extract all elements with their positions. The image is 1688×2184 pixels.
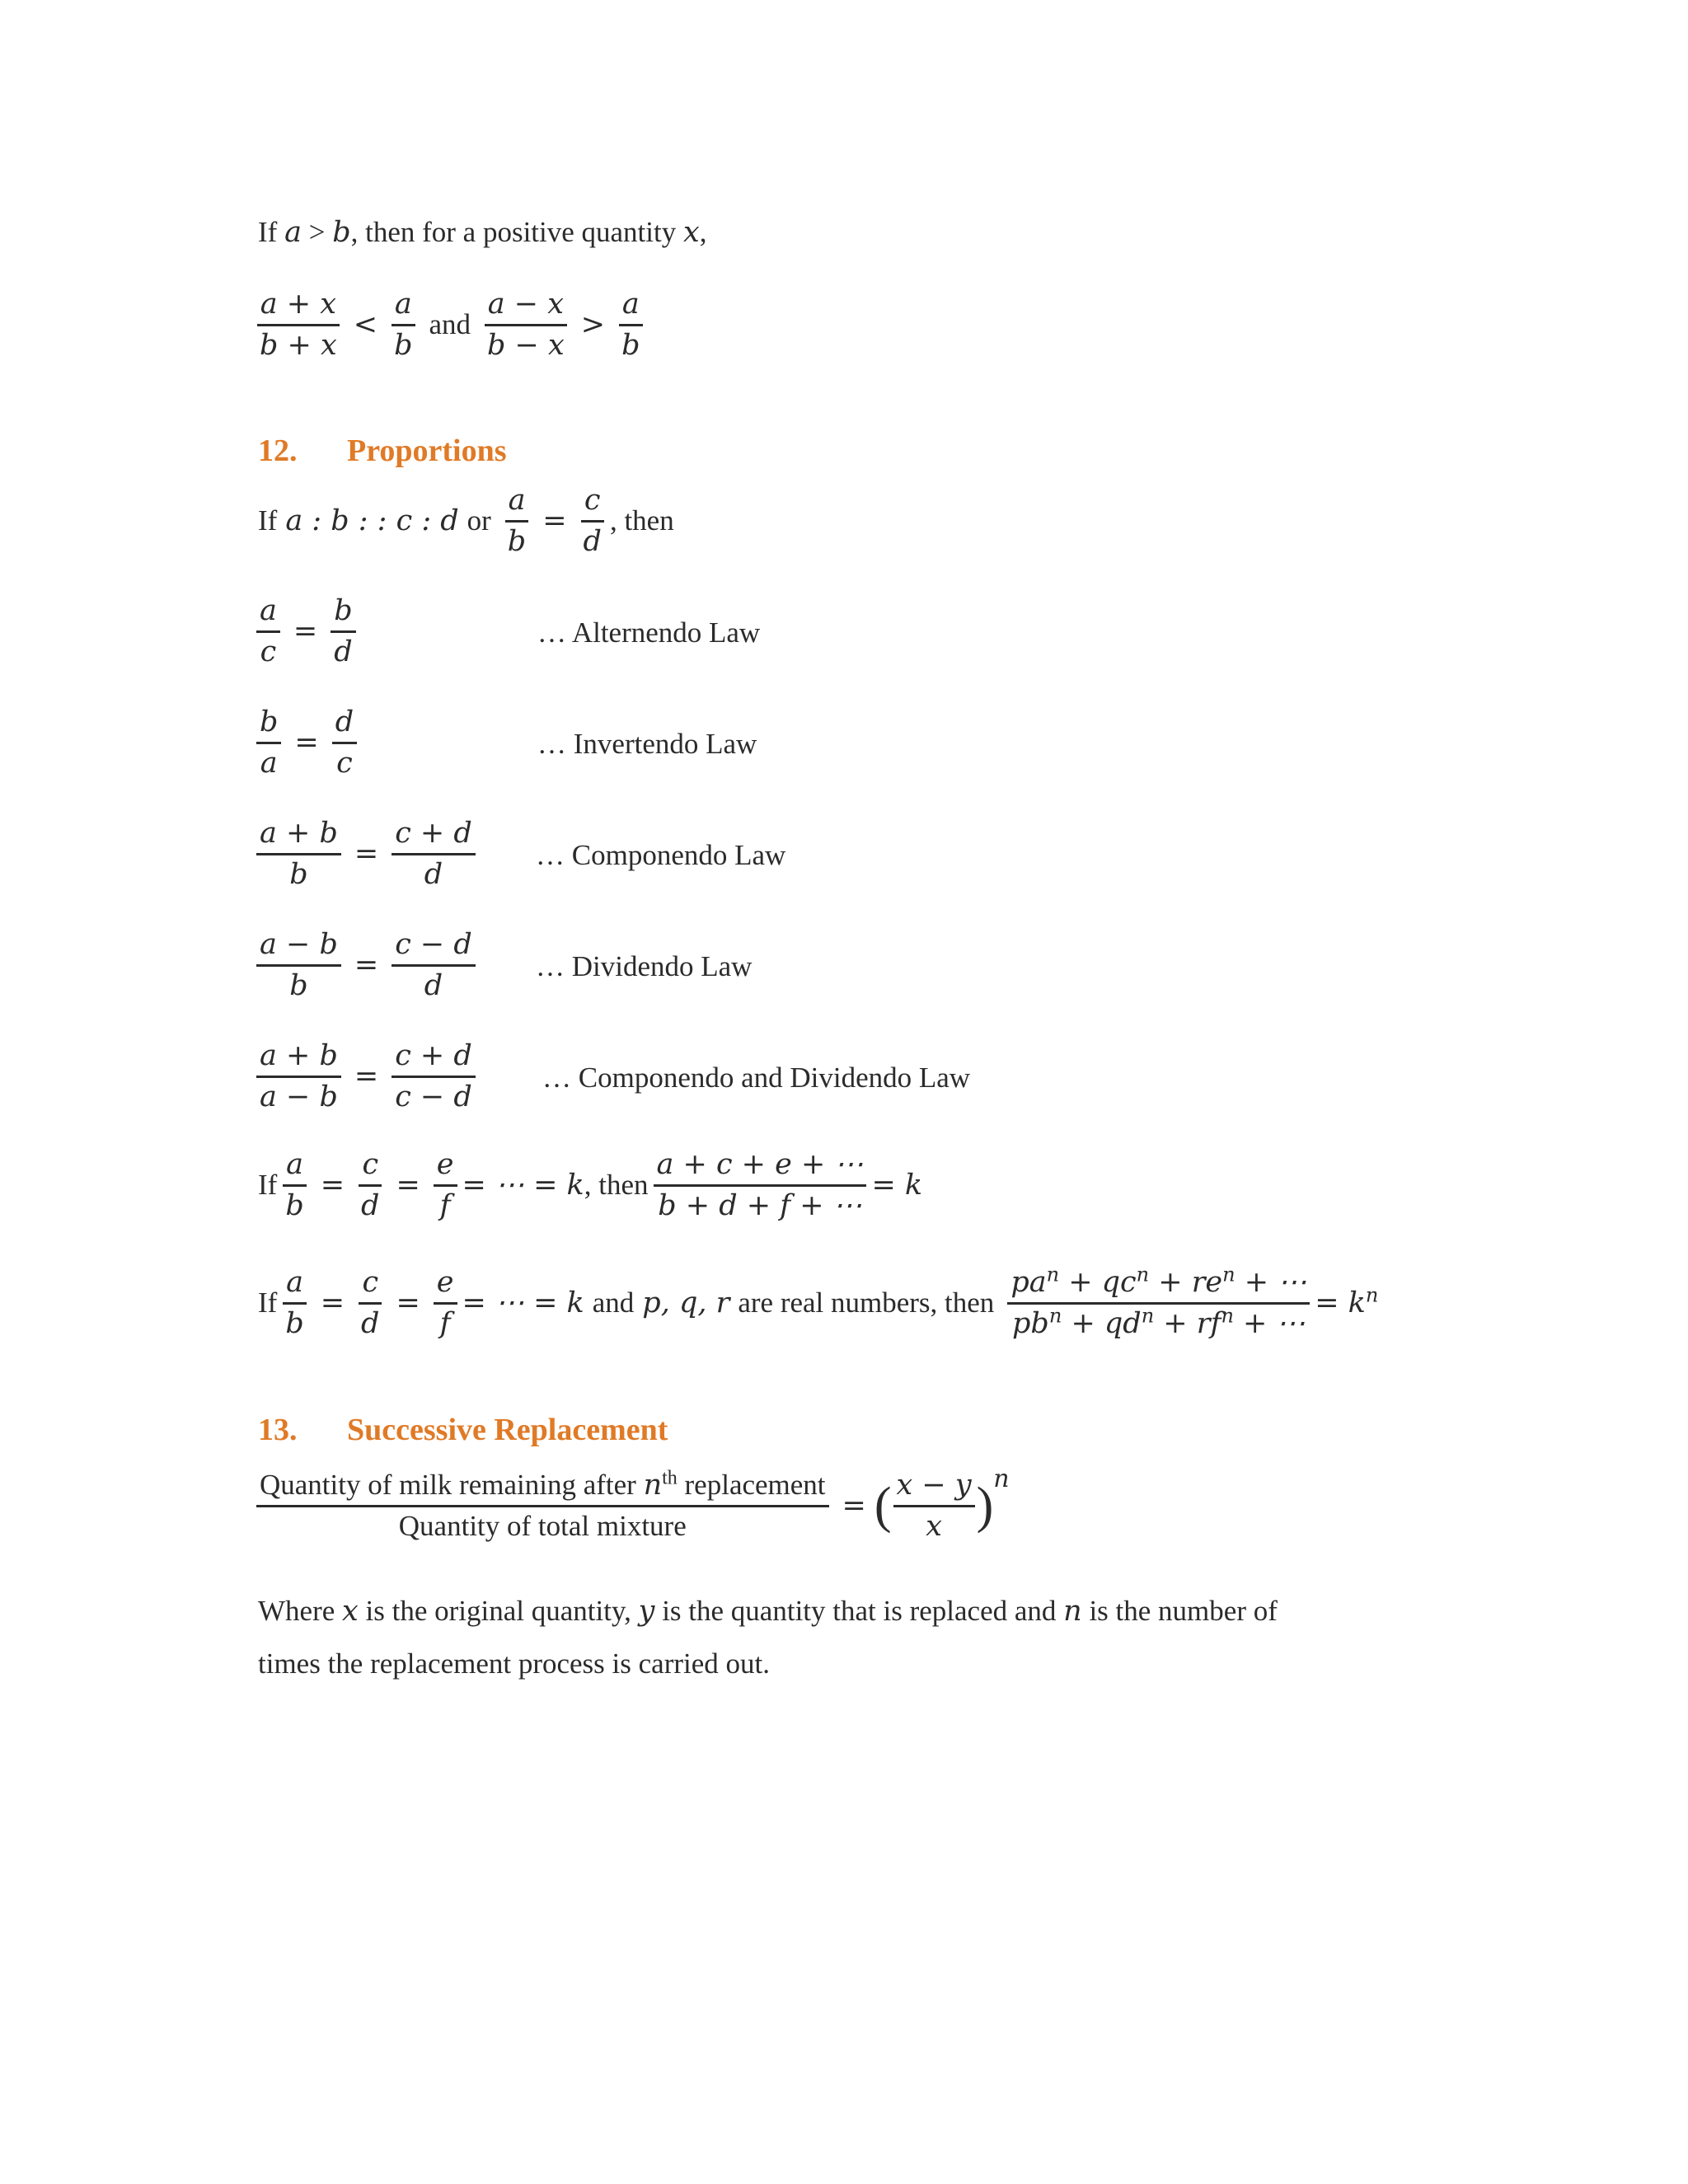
equal-ratios-sum-formula: If $\frac{a}{b}$ = $\frac{c}{d}$ = $\frac{e}{f}$ = ⋯ = k , then $\frac{a + c + e + \cdots}{b + d + f + \cdots}$ = k <box>258 1148 923 1222</box>
section-13-heading <box>258 1412 668 1448</box>
fraction: $\frac{a}{b}$ <box>618 288 643 361</box>
law-componendo-dividendo-label: … Componendo and Dividendo Law <box>542 1062 971 1094</box>
intro-a: a <box>284 216 302 249</box>
intro-x: x <box>682 216 700 249</box>
law-componendo-label: … Componendo Law <box>536 839 786 871</box>
law-alternendo-label: … Alternendo Law <box>537 616 761 649</box>
law-invertendo-label: … Invertendo Law <box>537 728 757 760</box>
law-alternendo-formula: $\frac{a}{c}$ = $\frac{b}{d}$ <box>251 595 361 668</box>
law-dividendo-label: … Dividendo Law <box>536 950 753 982</box>
fraction: $\frac{a + x}{b + x}$ <box>256 288 340 361</box>
closing-line-2: times the replacement process is carried out. <box>258 1647 771 1680</box>
fraction: $\frac{a}{b}$ <box>504 485 529 557</box>
section-number: 12. <box>258 434 298 468</box>
ratio-expression: a : b : : c : d <box>285 504 459 537</box>
law-dividendo-formula: $\frac{a - b}{b}$ = $\frac{c - d}{d}$ <box>251 929 481 1001</box>
fraction: $\frac{c}{d}$ <box>580 485 605 557</box>
inequality-formula <box>251 288 648 361</box>
intro-line <box>258 216 706 249</box>
less-than-sign: < <box>353 308 378 341</box>
law-invertendo-formula: $\frac{b}{a}$ = $\frac{d}{c}$ <box>251 706 362 779</box>
fraction: $\frac{a - x}{b - x}$ <box>484 288 568 361</box>
section-number: 13. <box>258 1413 298 1447</box>
section-title: Proportions <box>347 434 507 468</box>
equal-ratios-power-formula: If $\frac{a}{b}$ = $\frac{c}{d}$ = $\frac{e}{f}$ = ⋯ = k and p, q, r are real numbers, then $\frac{pa^n + qc^n + re^n + \cdots}{pb^n + qd^n + rf^n + \cdots}$ = $k^n$ <box>258 1263 1379 1340</box>
closing-line-1: Where x is the original quantity, y is the quantity that is replaced and n is the number of <box>258 1595 1278 1628</box>
fraction: $\frac{a}{b}$ <box>391 288 415 361</box>
proportion-condition: If a : b : : c : d or $\frac{a}{b}$ = $\frac{c}{d}$ , then <box>258 484 674 558</box>
replacement-formula: $\frac{Quantity of milk remaining after n^{th} replacement}{\text{Quantity of total mixture}}$ = ( $\frac{x - y}{x}$ ) n <box>251 1469 1010 1542</box>
greater-than-sign: > <box>580 308 606 341</box>
intro-comma: , <box>699 216 707 248</box>
and-word: and <box>429 308 471 340</box>
intro-b: b <box>332 216 351 249</box>
law-componendo-dividendo-formula: $\frac{a + b}{a - b}$ = $\frac{c + d}{c - d}$ <box>251 1040 481 1113</box>
intro-if: If <box>258 216 278 248</box>
closing-paragraph <box>258 1585 1278 1690</box>
section-title: Successive Replacement <box>347 1413 668 1447</box>
intro-rest: , then for a positive quantity <box>350 216 677 248</box>
intro-gt: > <box>308 216 326 248</box>
law-componendo-formula: $\frac{a + b}{b}$ = $\frac{c + d}{d}$ <box>251 818 481 890</box>
section-12-heading <box>258 433 507 469</box>
